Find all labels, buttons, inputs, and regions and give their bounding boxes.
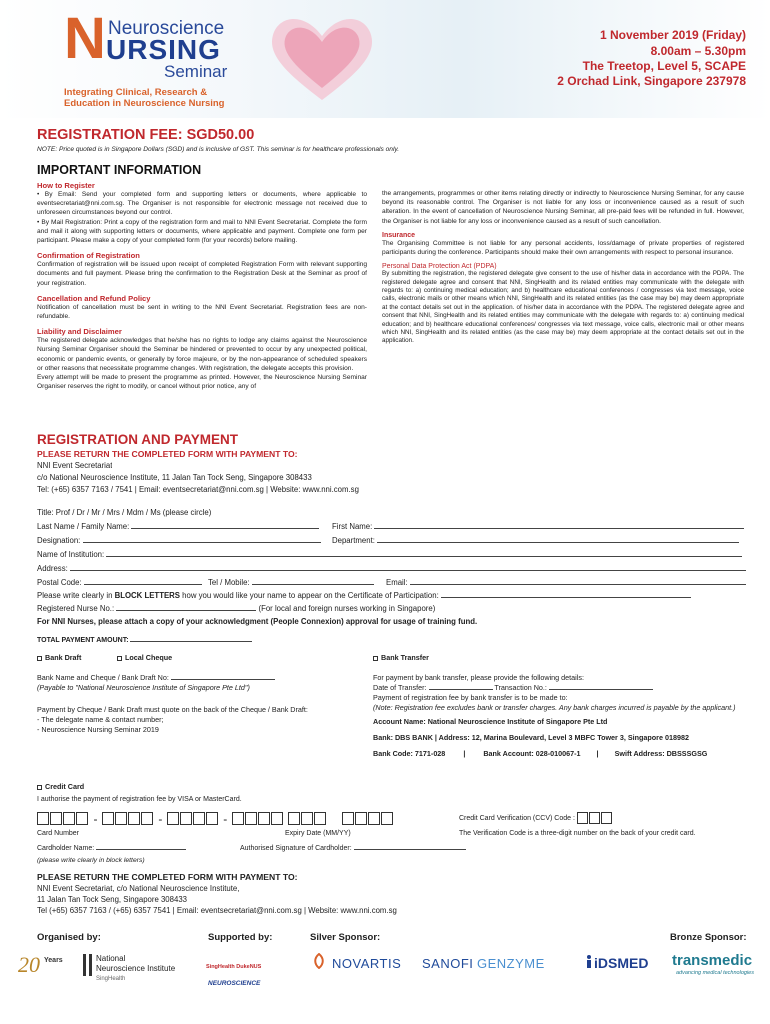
card-number-boxes[interactable]: [37, 810, 284, 828]
transfer-date-label: Date of Transfer:: [373, 683, 427, 692]
card-number-label: Card Number: [37, 830, 80, 837]
logo-n: N: [64, 6, 106, 71]
credit-card-option[interactable]: [37, 782, 84, 791]
cardholder-label: Cardholder Name:: [37, 845, 95, 852]
footer-line-1: NNI Event Secretariat, c/o National Neuroscience Institute,: [37, 884, 240, 893]
certificate-name-field[interactable]: [37, 590, 752, 600]
cheque-no-field[interactable]: [37, 673, 357, 683]
card-digit-box[interactable]: [37, 812, 49, 825]
card-dash: -: [158, 812, 163, 826]
how-to-register-heading: How to Register: [37, 181, 95, 190]
signature-line[interactable]: [354, 844, 466, 850]
card-digit-box[interactable]: [76, 812, 88, 825]
account-name: Account Name: National Neuroscience Institute of Singapore Pte Ltd: [373, 717, 608, 726]
cancellation-heading: Cancellation and Refund Policy: [37, 293, 151, 303]
card-digit-box[interactable]: [232, 812, 244, 825]
return-address-2: c/o National Neuroscience Institute, 11 Jalan Tan Tock Seng, Singapore 308433: [37, 473, 312, 482]
local-cheque-checkbox[interactable]: [117, 656, 122, 661]
bank-transfer-option[interactable]: [373, 653, 429, 662]
idsmed-logo: iDSMED: [594, 955, 649, 971]
return-address-3: Tel: (+65) 6357 7163 / 7541 | Email: eventsecretariat@nni.com.sg | Website: www.nni.com.sg: [37, 485, 359, 494]
separator-2: |: [596, 749, 599, 758]
card-dash: -: [223, 812, 228, 826]
important-info-title: IMPORTANT INFORMATION: [37, 163, 202, 177]
cvv-digit-box[interactable]: [577, 812, 588, 824]
postal-code-label: Postal Code:: [37, 578, 82, 587]
expiry-digit-box[interactable]: [342, 812, 354, 825]
event-date: 1 November 2019 (Friday): [599, 28, 746, 42]
total-payment-label: TOTAL PAYMENT AMOUNT:: [37, 637, 129, 644]
novartis-icon: [312, 953, 326, 969]
certificate-label-b: BLOCK LETTERS: [114, 591, 180, 600]
bank-draft-checkbox[interactable]: [37, 656, 42, 661]
card-digit-box[interactable]: [115, 812, 127, 825]
transfer-date-line[interactable]: [429, 684, 493, 690]
nni-name-3: SingHealth: [96, 976, 126, 982]
return-instruction: PLEASE RETURN THE COMPLETED FORM WITH PAYMENT TO:: [37, 449, 298, 459]
fee-note: NOTE: Price quoted is in Singapore Dollars (SGD) and is inclusive of GST. This seminar is for healthcare professionals only.: [37, 146, 400, 153]
organised-by-label: Organised by:: [37, 932, 101, 943]
cheque-no-label: Bank Name and Cheque / Bank Draft No:: [37, 673, 169, 682]
card-digit-box[interactable]: [128, 812, 140, 825]
cheque-quote: Payment by Cheque / Bank Draft must quote on the back of the Cheque / Bank Draft:: [37, 705, 308, 714]
postal-code-line[interactable]: [84, 577, 202, 585]
info-left-column: [37, 181, 367, 391]
return-address-1: NNI Event Secretariat: [37, 461, 113, 470]
logo-nursing: URSING: [106, 34, 221, 65]
liability-text-2: Every attempt will be made to present the programme as printed. However, the Neuroscience Nursing Seminar Organiser reserves the right to modify, or cancel without prior notice, any of: [37, 374, 367, 391]
card-digit-box[interactable]: [180, 812, 192, 825]
expiry-boxes[interactable]: [288, 810, 394, 828]
title-field-label: Title: Prof / Dr / Mr / Mrs / Mdm / Ms (please circle): [37, 508, 212, 517]
email-field[interactable]: [386, 577, 752, 587]
nni-name-2: Neuroscience Institute: [96, 964, 176, 973]
supported-by-label: Supported by:: [208, 932, 273, 943]
cheque-no-line[interactable]: [171, 674, 275, 680]
bank-transfer-checkbox[interactable]: [373, 656, 378, 661]
expiry-digit-box[interactable]: [288, 812, 300, 825]
event-time: 8.00am – 5.30pm: [650, 44, 746, 58]
confirmation-heading: Confirmation of Registration: [37, 251, 140, 261]
rn-line[interactable]: [116, 603, 256, 611]
institution-line[interactable]: [106, 549, 742, 557]
card-dash: -: [93, 812, 98, 826]
designation-field[interactable]: [37, 535, 329, 545]
first-name-field[interactable]: [332, 521, 752, 531]
cheque-quote-2: - Neuroscience Nursing Seminar 2019: [37, 725, 159, 734]
pdpa-text: By submitting the registration, the registered delegate give consent to the use of his/her data in accordance with the PDPA. The registered delegate agree and consent that NNI, SingHealth and its related entities may communicate with the delegate with regards to: a) continuing medical education; and b) healthcare educational conferences / congresses via text message, voice calls, electronic mails or other means which NNI, SingHealth and its related entities (as the case may be) may deem appropriate at the contact details set out in the application. of his/her data in accordance with the PDPA. The registered delegate agree and consent that NNI, SingHealth and its related entities may communicate with the delegate with regards to: a) continuing medical education; and b) healthcare educational conferences/ congresses via text message, voice calls, electronic mail or other means which NNI, SingHealth and its related entities (as the case may be) may deem appropriate at the contact details set out in the application.: [382, 270, 744, 345]
expiry-digit-box[interactable]: [301, 812, 313, 825]
tel-field[interactable]: [208, 577, 386, 587]
neuroscience-logo: NEUROSCIENCE: [208, 980, 261, 987]
cancellation-text: Notification of cancellation must be sent in writing to the NNI Event Secretariat. Registration fees are non-refundable.: [37, 303, 367, 321]
tagline-2: Education in Neuroscience Nursing: [64, 98, 225, 109]
expiry-digit-box[interactable]: [381, 812, 393, 825]
first-name-line[interactable]: [374, 521, 744, 529]
transmedic-tagline: advancing medical technologies: [676, 970, 754, 976]
heart-graphic: [262, 8, 382, 108]
card-digit-box[interactable]: [271, 812, 283, 825]
footer-line-2: 11 Jalan Tan Tock Seng, Singapore 308433: [37, 895, 187, 904]
transfer-made-to: Payment of registration fee by bank transfer is to be made to:: [373, 693, 568, 702]
credit-card-auth: I authorise the payment of registration fee by VISA or MasterCard.: [37, 796, 242, 803]
last-name-label: Last Name / Family Name:: [37, 522, 130, 531]
card-digit-box[interactable]: [50, 812, 62, 825]
email-line[interactable]: [410, 577, 746, 585]
bank-code: Bank Code: 7171-028: [373, 749, 446, 758]
cheque-quote-1: - The delegate name & contact number;: [37, 715, 164, 724]
bank-account: Bank Account: 028-010067-1: [483, 749, 581, 758]
logo-neuroscience: Neuroscience: [108, 18, 225, 39]
transfer-intro: For payment by bank transfer, please provide the following details:: [373, 673, 584, 682]
transfer-txn-label: Transaction No.:: [494, 683, 547, 692]
title-field[interactable]: [37, 508, 211, 517]
transfer-section: [373, 673, 745, 759]
separator-1: |: [463, 749, 466, 758]
bank-codes: [373, 749, 745, 759]
department-line[interactable]: [377, 535, 739, 543]
certificate-name-line[interactable]: [441, 590, 691, 598]
event-venue: The Treetop, Level 5, SCAPE: [582, 59, 746, 73]
event-address: 2 Orchad Link, Singapore 237978: [557, 74, 746, 88]
transfer-txn-line[interactable]: [549, 684, 653, 690]
bronze-sponsor-label: Bronze Sponsor:: [670, 932, 747, 943]
tel-label: Tel / Mobile:: [208, 578, 250, 587]
cheque-section: [37, 673, 357, 735]
address-field[interactable]: [37, 563, 752, 573]
cvv-field[interactable]: [459, 812, 613, 824]
cvv-note: The Verification Code is a three-digit number on the back of your credit card.: [459, 830, 696, 837]
registration-payment-title: REGISTRATION AND PAYMENT: [37, 432, 239, 447]
nni-icon: [82, 952, 94, 978]
svg-text:20: 20: [18, 952, 40, 977]
card-digit-box[interactable]: [63, 812, 75, 825]
card-digit-box[interactable]: [245, 812, 257, 825]
swift-address: Swift Address: DBSSSGSG: [614, 749, 708, 758]
last-name-line[interactable]: [131, 521, 319, 529]
card-digit-box[interactable]: [258, 812, 270, 825]
institution-field[interactable]: [37, 549, 752, 559]
rn-field[interactable]: [37, 603, 752, 613]
anniversary-logo: [16, 950, 80, 984]
transfer-fields: [373, 683, 745, 693]
postal-code-field[interactable]: [37, 577, 209, 587]
singhealth-dukenus-logo: SingHealth DukeNUS: [206, 964, 262, 970]
payable-to: (Payable to "National Neuroscience Institute of Singapore Pte Ltd"): [37, 683, 250, 692]
certificate-label-a: Please write clearly in: [37, 591, 113, 600]
signature-label: Authorised Signature of Cardholder:: [240, 845, 352, 852]
local-cheque-option[interactable]: [117, 653, 172, 662]
bank-draft-option[interactable]: [37, 653, 81, 662]
transmedic-logo: transmedic: [672, 952, 753, 969]
expiry-digit-box[interactable]: [368, 812, 380, 825]
designation-line[interactable]: [83, 535, 321, 543]
bank-draft-label: Bank Draft: [45, 653, 82, 662]
department-label: Department:: [332, 536, 375, 545]
card-digit-box[interactable]: [167, 812, 179, 825]
last-name-field[interactable]: [37, 521, 329, 531]
expiry-digit-box[interactable]: [314, 812, 326, 825]
address-label: Address:: [37, 564, 68, 573]
institution-label: Name of Institution:: [37, 550, 105, 559]
how-to-register-email: • By Email: Send your completed form and supporting letters or documents, where applicable to eventsecretariat@nni.com.sg. The Organiser is not responsible for electronic message not received due to unforeseen circumstances beyond our control.: [37, 191, 367, 217]
signature-field[interactable]: [240, 844, 466, 852]
novartis-logo: NOVARTIS: [332, 956, 402, 971]
credit-card-label: Credit Card: [45, 782, 85, 791]
expiry-label: Expiry Date (MM/YY): [285, 830, 351, 837]
footer-return: PLEASE RETURN THE COMPLETED FORM WITH PAYMENT TO:: [37, 872, 298, 882]
certificate-label-c: how you would like your name to appear on the Certificate of Participation:: [182, 591, 439, 600]
tagline-1: Integrating Clinical, Research &: [64, 87, 208, 98]
address-line[interactable]: [70, 563, 746, 571]
nni-name-1: National: [96, 954, 126, 963]
info-right-column: [382, 189, 744, 346]
card-digit-box[interactable]: [206, 812, 218, 825]
nni-logo: [82, 952, 94, 983]
years-text: Years: [44, 957, 63, 964]
local-cheque-label: Local Cheque: [125, 653, 173, 662]
card-digit-box[interactable]: [141, 812, 153, 825]
card-digit-box[interactable]: [193, 812, 205, 825]
cvv-digit-box[interactable]: [601, 812, 612, 824]
block-letters-note: (please write clearly in block letters): [37, 857, 145, 864]
genzyme-logo: GENZYME: [477, 956, 545, 971]
arrangements-text: the arrangements, programmes or other items relating directly or indirectly to Neuroscience Nursing Seminar, for any cause beyond its reasonable control. The Organiser is not liable for any loss or inconvenience caused as a result of such alteration. In the event of cancellation of Neuroscience Nursing Seminar, all pre-paid fees will be refunded in full. However, the Organiser is not liable for any loss or inconvenience caused as a result of such cancellation.: [382, 190, 744, 225]
transfer-note: (Note: Registration fee excludes bank or transfer charges. Any bank charges incurred is payable by the applicant.): [373, 703, 736, 712]
expiry-digit-box[interactable]: [355, 812, 367, 825]
rn-label: Registered Nurse No.:: [37, 604, 115, 613]
liability-text: The registered delegate acknowledges that he/she has no rights to lodge any claims against the Neuroscience Nursing Seminar Organiser should the Seminar be hindered or prevented to occur by any unexpected political, economic or pandemic events, or generally by force majeure, or by the non-appearance of scheduled speakers or other reasons that necessitate programme changes. With registration, the delegate accepts this provision.: [37, 337, 367, 372]
cardholder-line[interactable]: [96, 844, 186, 850]
logo-seminar: Seminar: [164, 62, 228, 81]
insurance-heading: Insurance: [382, 231, 416, 239]
designation-label: Designation:: [37, 536, 81, 545]
nni-nurses-note: For NNI Nurses, please attach a copy of your acknowledgment (People Connexion) approval for usage of training fund.: [37, 617, 478, 626]
confirmation-text: Confirmation of registration will be issued upon receipt of completed Registration Form with relevant supporting documents and full payment. Please bring the confirmation to the Registration Desk at the Seminar as proof of your registration.: [37, 261, 367, 287]
tel-line[interactable]: [252, 577, 374, 585]
cvv-digit-box[interactable]: [589, 812, 600, 824]
rn-note: (For local and foreign nurses working in Singapore): [258, 604, 436, 613]
silver-sponsor-label: Silver Sponsor:: [310, 932, 381, 943]
liability-heading: Liability and Disclaimer: [37, 327, 122, 337]
total-payment-line[interactable]: [130, 636, 252, 642]
pdpa-heading: Personal Data Protection Act (PDPA): [382, 263, 497, 271]
email-label: Email:: [386, 578, 408, 587]
total-payment-field[interactable]: [37, 636, 252, 644]
insurance-text: The Organising Committee is not liable for any personal accidents, loss/damage of private properties of registered participants during the conference. Participants should make their own arrangements with respect to personal insurance.: [382, 239, 744, 257]
department-field[interactable]: [332, 535, 752, 545]
sanofi-logo: SANOFI: [422, 956, 474, 971]
cardholder-field[interactable]: [37, 844, 186, 852]
bank-details: Bank: DBS BANK | Address: 12, Marina Boulevard, Level 3 MBFC Tower 3, Singapore 018982: [373, 733, 689, 742]
footer-line-3: Tel (+65) 6357 7163 / (+65) 6357 7541 | Email: eventsecretariat@nni.com.sg | Website: www.nni.com.sg: [37, 906, 397, 915]
registration-fee-title: REGISTRATION FEE: SGD50.00: [37, 127, 255, 143]
first-name-label: First Name:: [332, 522, 373, 531]
card-digit-box[interactable]: [102, 812, 114, 825]
credit-card-checkbox[interactable]: [37, 785, 42, 790]
bank-transfer-label: Bank Transfer: [381, 653, 429, 662]
idsmed-icon: [584, 954, 594, 968]
how-to-register-mail: • By Mail Registration: Print a copy of the registration form and mail to NNI Event Secretariat. Complete the form and mail it along with supporting letters or documents, where applicable and payment. Complete one form per participant. Please make a copy of your completed form (for your records) before mailing.: [37, 218, 367, 245]
cvv-label: Credit Card Verification (CCV) Code :: [459, 814, 575, 822]
